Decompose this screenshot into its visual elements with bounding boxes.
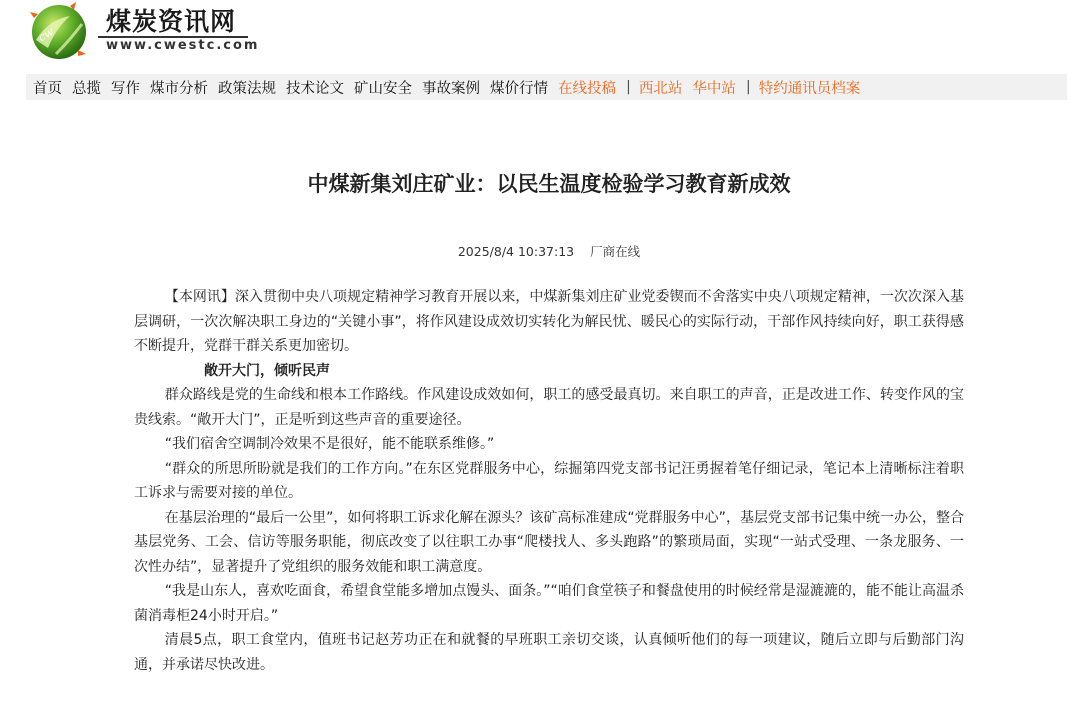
- nav-item-central-station[interactable]: 华中站: [692, 80, 736, 97]
- nav-separator: |: [626, 79, 631, 95]
- site-name: 煤炭资讯网: [106, 7, 237, 36]
- nav-item-submit-online[interactable]: 在线投稿: [558, 80, 616, 97]
- article-paragraph: “群众的所思所盼就是我们的工作方向。”在东区党群服务中心，综掘第四党支部书记汪勇握着笔仔细记录，笔记本上清晰标注着职工诉求与需要对接的单位。: [134, 460, 964, 501]
- nav-item-coal-prices[interactable]: 煤价行情: [490, 80, 548, 97]
- article-body: [134, 285, 964, 677]
- article-source: 厂商在线: [590, 244, 641, 259]
- nav-item-market-analysis[interactable]: 煤市分析: [150, 80, 208, 97]
- site-url: www.cwestc.com: [106, 38, 260, 53]
- nav-item-mine-safety[interactable]: 矿山安全: [354, 80, 412, 97]
- nav-item-accident-cases[interactable]: 事故案例: [422, 80, 480, 97]
- nav-item-correspondent-archive[interactable]: 特约通讯员档案: [758, 80, 861, 97]
- article-paragraph: 在基层治理的“最后一公里”，如何将职工诉求化解在源头？该矿高标准建成“党群服务中心”，基层党支部书记集中统一办公，整合基层党务、工会、信访等服务职能，彻底改变了以往职工办事“爬楼找人、多头跑路”的繁琐局面，实现“一站式受理、一条龙服务、一次性办结”，显著提升了党组织的服务效能和职工满意度。: [134, 509, 964, 575]
- svg-text:cw: cw: [36, 25, 57, 45]
- article-paragraph: 清晨5点，职工食堂内，值班书记赵芳功正在和就餐的早班职工亲切交谈，认真倾听他们的每一项建议，随后立即与后勤部门沟通，并承诺尽快改进。: [134, 632, 964, 673]
- nav-item-policy[interactable]: 政策法规: [218, 80, 276, 97]
- globe-logo-icon: [26, 0, 92, 62]
- nav-separator: |: [745, 79, 751, 95]
- nav-item-northwest-station[interactable]: 西北站: [638, 80, 683, 97]
- article-paragraph: 【本网讯】深入贯彻中央八项规定精神学习教育开展以来，中煤新集刘庄矿业党委锲而不舍落实中央八项规定精神，一次次深入基层调研，一次次解决职工身边的“关键小事”，将作风建设成效切实转化为解民忧、暖民心的实际行动，干部作风持续向好，职工获得感不断提升，党群干群关系更加密切。: [134, 289, 964, 354]
- article-paragraph: “我们宿舍空调制冷效果不是很好，能不能联系维修。”: [164, 436, 495, 452]
- nav-item-overview[interactable]: 总揽: [72, 80, 101, 97]
- article-title: 中煤新集刘庄矿业：以民生温度检验学习教育新成效: [307, 172, 791, 196]
- article-date: 2025/8/4 10:37:13: [457, 244, 575, 259]
- main-nav: [26, 74, 1067, 100]
- nav-item-writing[interactable]: 写作: [111, 80, 140, 97]
- article-subheading: 敞开大门，倾听民声: [204, 362, 330, 379]
- nav-item-technical-papers[interactable]: 技术论文: [286, 80, 344, 97]
- article-meta: [0, 242, 1074, 260]
- site-logo[interactable]: [26, 0, 260, 62]
- article-paragraph: 群众路线是党的生命线和根本工作路线。作风建设成效如何，职工的感受最真切。来自职工的声音，正是改进工作、转变作风的宝贵线索。“敞开大门”，正是听到这些声音的重要途径。: [134, 387, 964, 428]
- nav-item-home[interactable]: 首页: [33, 80, 62, 97]
- article-paragraph: “我是山东人，喜欢吃面食，希望食堂能多增加点馒头、面条。”“咱们食堂筷子和餐盘使用的时候经常是湿漉漉的，能不能让高温杀菌消毒柜24小时开启。”: [134, 583, 964, 624]
